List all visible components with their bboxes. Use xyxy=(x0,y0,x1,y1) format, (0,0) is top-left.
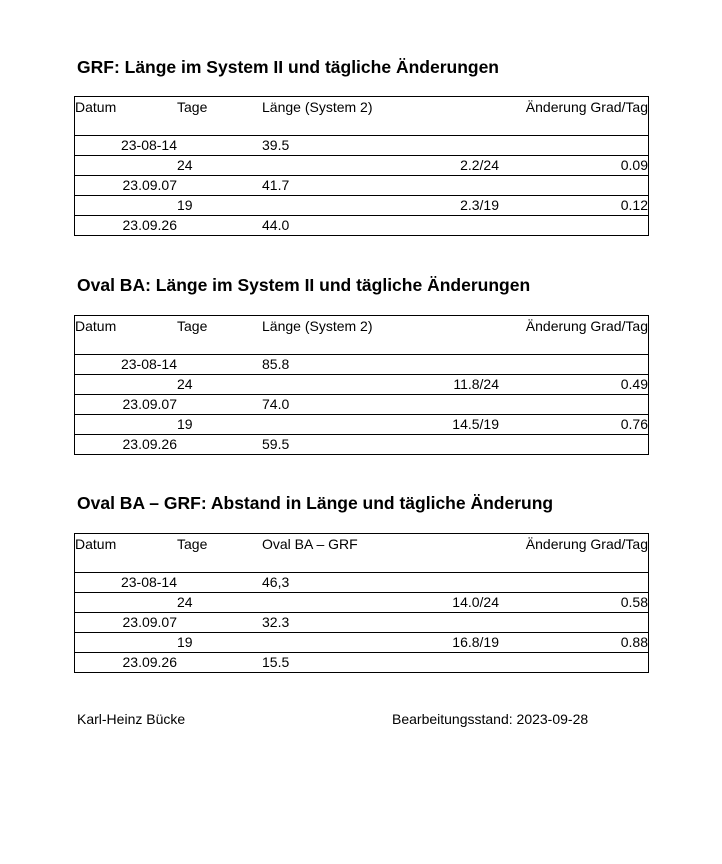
cell-days xyxy=(177,394,262,414)
cell-days xyxy=(177,572,262,592)
table-row xyxy=(75,592,648,612)
cell-date: 23.09.07 xyxy=(75,612,177,632)
column-header-date: Datum xyxy=(75,534,177,572)
cell-change-per-day xyxy=(499,394,648,414)
cell-days xyxy=(177,175,262,195)
cell-delta xyxy=(392,175,499,195)
column-header-delta xyxy=(392,97,499,135)
cell-length xyxy=(262,414,392,434)
cell-length: 39.5 xyxy=(262,135,392,155)
table-row xyxy=(75,572,648,592)
cell-date: 23.09.26 xyxy=(122,654,177,670)
table-row xyxy=(75,414,648,434)
table-row xyxy=(75,632,648,652)
cell-days: 24 xyxy=(177,155,262,175)
cell-change-per-day: 0.58 xyxy=(499,592,648,612)
column-header-length: Oval BA – GRF xyxy=(262,534,392,572)
table-header-row xyxy=(75,534,648,572)
cell-days xyxy=(177,135,262,155)
cell-length: 59.5 xyxy=(262,436,290,452)
cell-change-per-day: 0.88 xyxy=(499,632,648,652)
cell-date xyxy=(75,414,177,434)
cell-change-per-day xyxy=(499,175,648,195)
column-header-length: Länge (System 2) xyxy=(262,97,392,135)
cell-length xyxy=(262,632,392,652)
author-name: Karl-Heinz Bücke xyxy=(77,711,186,727)
column-header-change-per-day: Änderung Grad/Tag xyxy=(499,534,648,572)
cell-change-per-day xyxy=(499,652,648,672)
table-row xyxy=(75,195,648,215)
cell-days: 24 xyxy=(177,374,262,394)
table-row xyxy=(75,612,648,632)
cell-date xyxy=(75,195,177,215)
cell-length: 44.0 xyxy=(262,217,290,233)
cell-delta xyxy=(392,434,499,454)
cell-date xyxy=(75,632,177,652)
cell-date: 23.09.07 xyxy=(75,394,177,414)
column-header-length: Länge (System 2) xyxy=(262,316,392,354)
cell-length: 15.5 xyxy=(262,654,290,670)
cell-delta xyxy=(392,354,499,374)
cell-change-per-day: 0.49 xyxy=(499,374,648,394)
cell-date: 23-08-14 xyxy=(75,135,177,155)
cell-days: 19 xyxy=(177,195,262,215)
cell-date xyxy=(75,592,177,612)
column-header-days: Tage xyxy=(177,97,262,135)
cell-change-per-day xyxy=(499,434,648,454)
table-row xyxy=(75,215,648,235)
section-title: Oval BA: Länge im System II und tägliche Änderungen xyxy=(77,275,531,295)
cell-date xyxy=(75,374,177,394)
cell-date: 23.09.07 xyxy=(75,175,177,195)
table-row xyxy=(75,394,648,414)
column-header-change-per-day: Änderung Grad/Tag xyxy=(499,97,648,135)
cell-days: 19 xyxy=(177,632,262,652)
cell-length xyxy=(262,592,392,612)
cell-delta xyxy=(392,394,499,414)
cell-change-per-day: 0.76 xyxy=(499,414,648,434)
cell-change-per-day xyxy=(499,354,648,374)
cell-days xyxy=(177,215,262,235)
data-table xyxy=(75,534,648,672)
cell-change-per-day xyxy=(499,215,648,235)
cell-delta: 14.5/19 xyxy=(392,414,499,434)
cell-delta xyxy=(392,215,499,235)
cell-delta: 11.8/24 xyxy=(392,374,499,394)
column-header-change-per-day: Änderung Grad/Tag xyxy=(499,316,648,354)
section-title: GRF: Länge im System II und tägliche Änderungen xyxy=(77,57,499,77)
cell-change-per-day xyxy=(499,135,648,155)
cell-date: 23.09.26 xyxy=(122,436,177,452)
table-row xyxy=(75,374,648,394)
table-row xyxy=(75,135,648,155)
cell-delta: 16.8/19 xyxy=(392,632,499,652)
table-row xyxy=(75,652,648,672)
table-header-row xyxy=(75,316,648,354)
cell-date: 23-08-14 xyxy=(75,354,177,374)
section-title: Oval BA – GRF: Abstand in Länge und tägliche Änderung xyxy=(77,493,554,513)
table-row xyxy=(75,434,648,454)
cell-date: 23-08-14 xyxy=(75,572,177,592)
cell-length: 46,3 xyxy=(262,572,392,592)
cell-delta xyxy=(392,612,499,632)
cell-delta: 2.3/19 xyxy=(392,195,499,215)
cell-change-per-day: 0.09 xyxy=(499,155,648,175)
column-header-date: Datum xyxy=(75,97,177,135)
column-header-delta xyxy=(392,534,499,572)
cell-days xyxy=(177,354,262,374)
cell-days xyxy=(177,434,262,454)
cell-delta xyxy=(392,652,499,672)
cell-length xyxy=(262,155,392,175)
data-table xyxy=(75,316,648,454)
column-header-date: Datum xyxy=(75,316,177,354)
cell-days: 19 xyxy=(177,414,262,434)
cell-length xyxy=(262,195,392,215)
cell-change-per-day: 0.12 xyxy=(499,195,648,215)
column-header-days: Tage xyxy=(177,534,262,572)
cell-date: 23.09.26 xyxy=(122,217,177,233)
cell-change-per-day xyxy=(499,612,648,632)
cell-delta: 14.0/24 xyxy=(392,592,499,612)
table-header-row xyxy=(75,97,648,135)
cell-days xyxy=(177,612,262,632)
cell-length: 85.8 xyxy=(262,354,392,374)
cell-date xyxy=(75,155,177,175)
table-row xyxy=(75,155,648,175)
cell-delta xyxy=(392,135,499,155)
cell-delta: 2.2/24 xyxy=(392,155,499,175)
cell-delta xyxy=(392,572,499,592)
column-header-days: Tage xyxy=(177,316,262,354)
table-row xyxy=(75,175,648,195)
cell-length: 32.3 xyxy=(262,612,392,632)
column-header-delta xyxy=(392,316,499,354)
revision-status: Bearbeitungsstand: 2023-09-28 xyxy=(392,711,589,727)
cell-days: 24 xyxy=(177,592,262,612)
table-row xyxy=(75,354,648,374)
data-table xyxy=(75,97,648,235)
cell-length: 41.7 xyxy=(262,175,392,195)
cell-days xyxy=(177,652,262,672)
cell-change-per-day xyxy=(499,572,648,592)
cell-length: 74.0 xyxy=(262,394,392,414)
cell-length xyxy=(262,374,392,394)
